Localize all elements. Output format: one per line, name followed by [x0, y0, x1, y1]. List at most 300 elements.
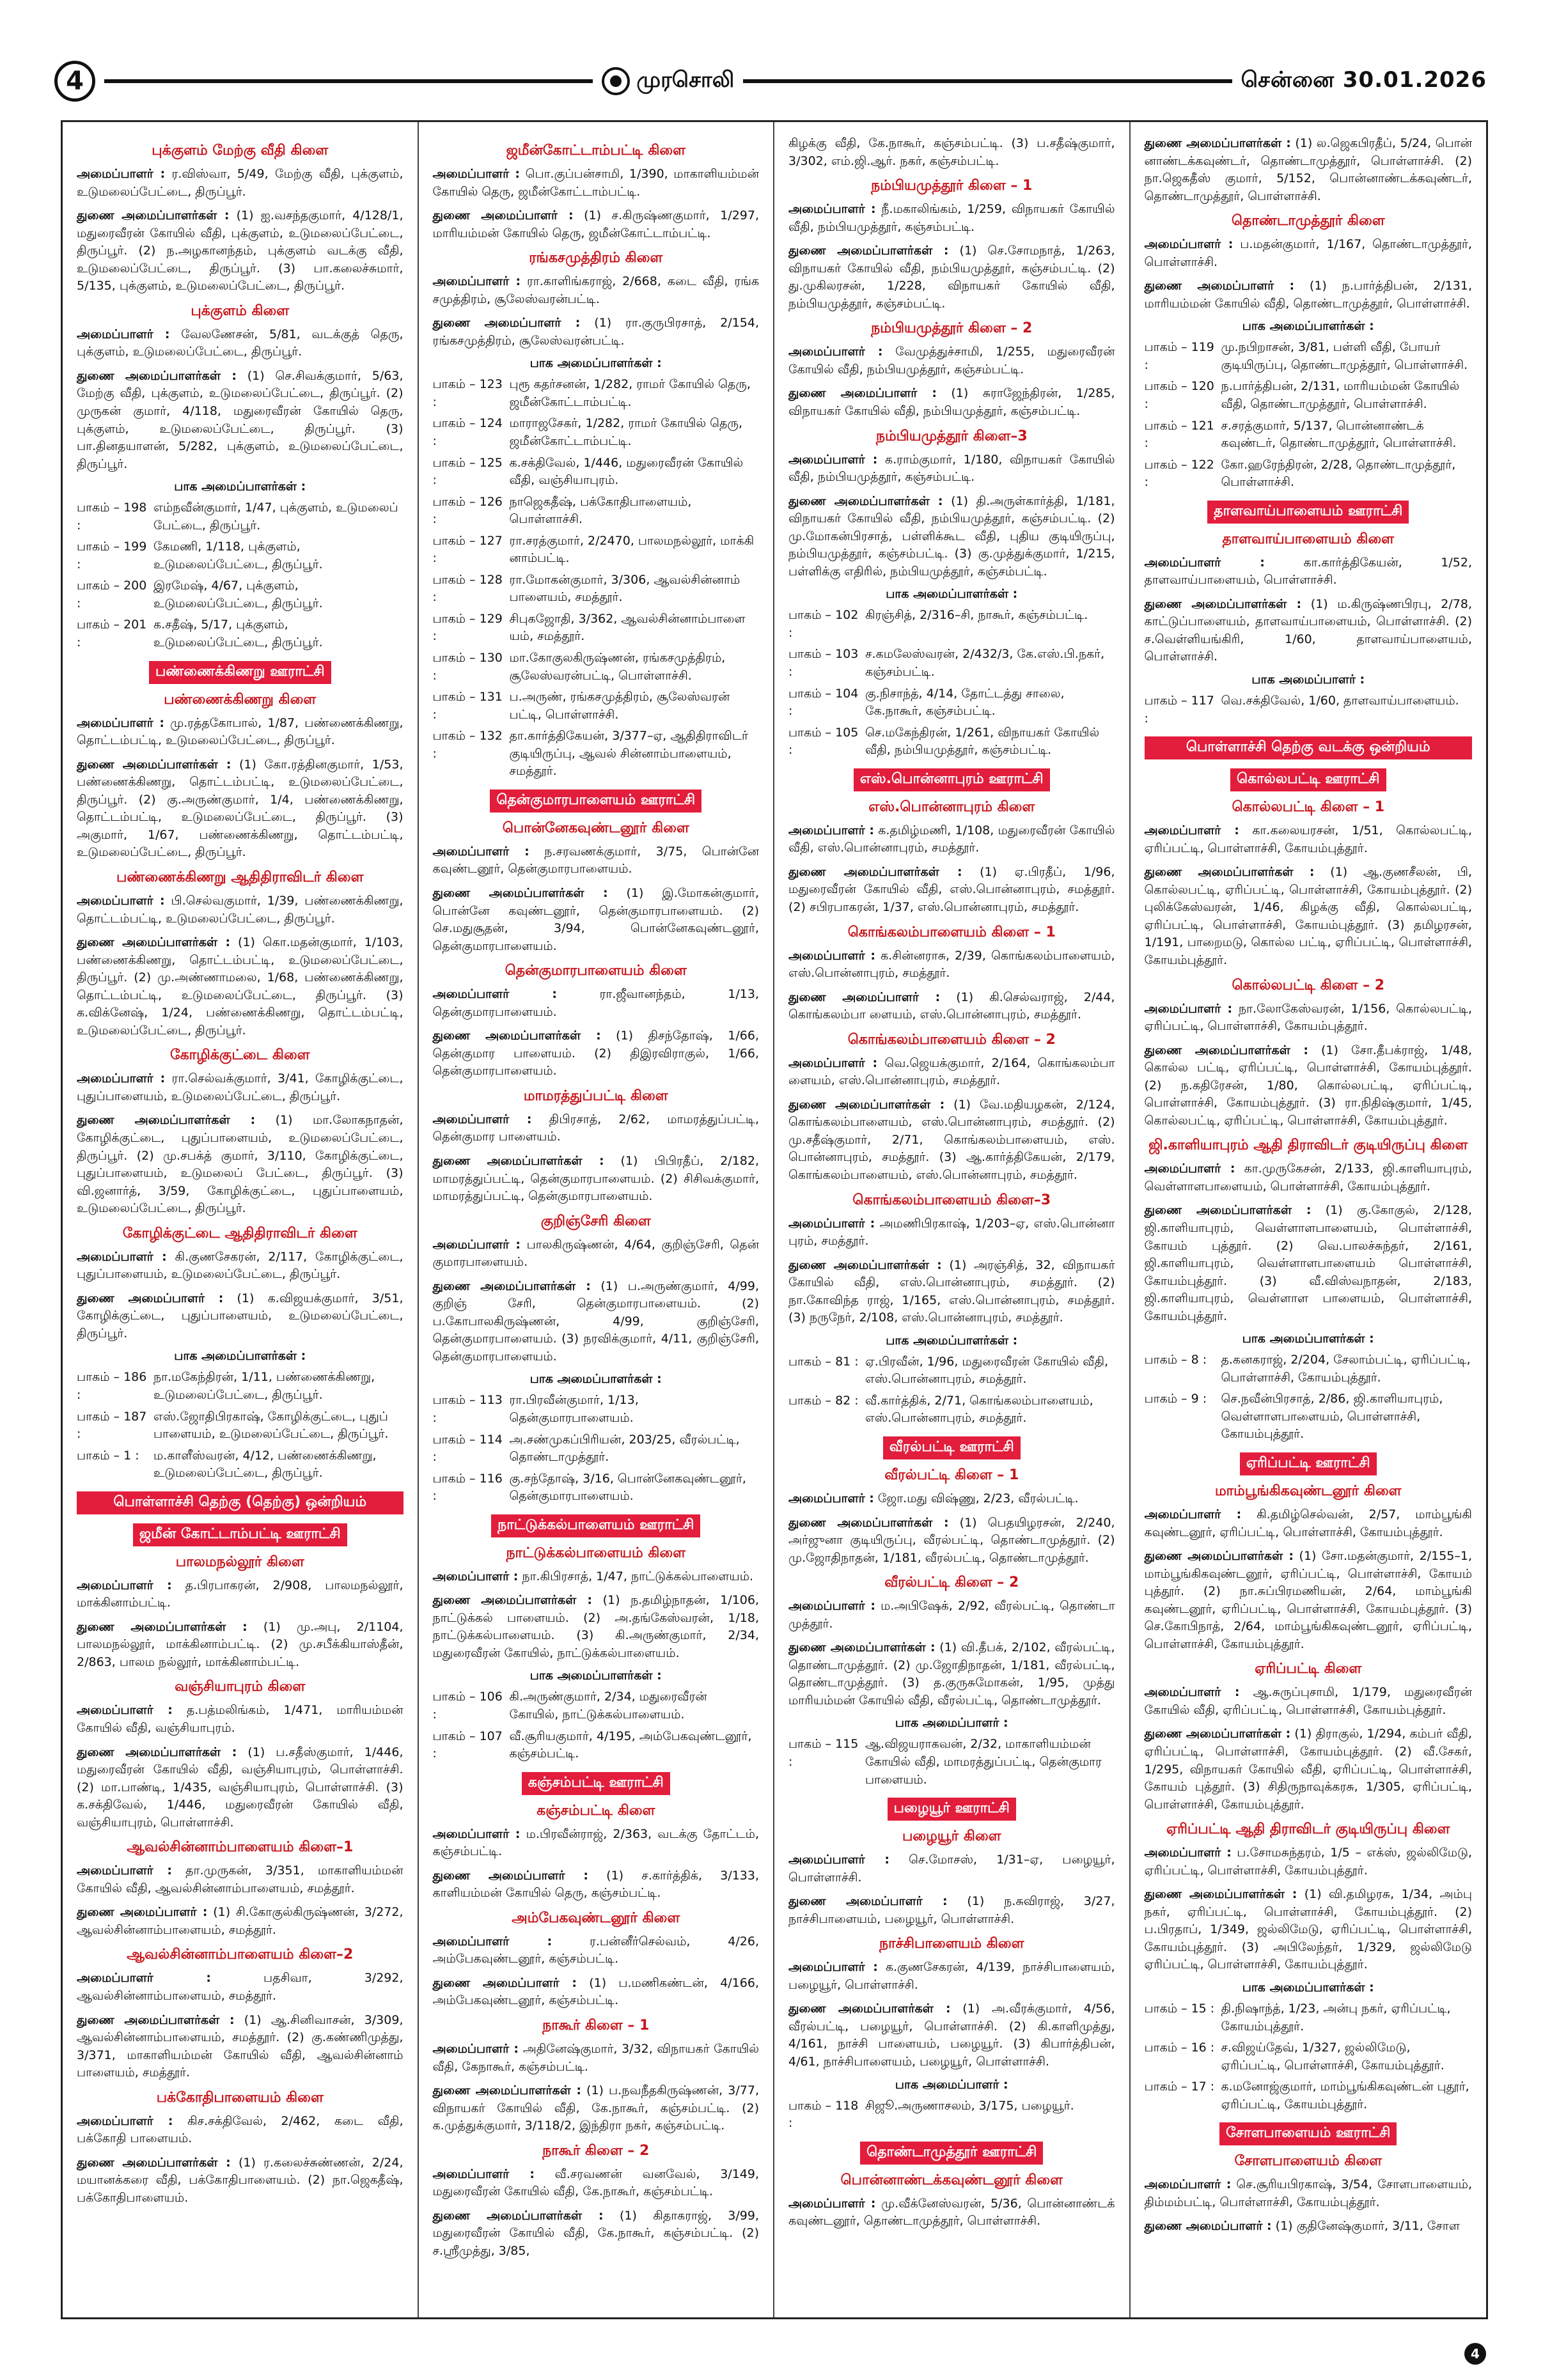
role-label: துணை அமைப்பாளர்கள் : [1144, 136, 1291, 150]
member-paragraph [433, 1568, 760, 1586]
section-subheading: பாக அமைப்பாளர்கள் : [174, 1349, 306, 1364]
booth-number: பாகம் – 126 : [432, 494, 503, 527]
booth-number: பாகம் – 121 : [1144, 418, 1214, 451]
role-label: துணை அமைப்பாளர்கள் : [1144, 1203, 1312, 1218]
role-label: அமைப்பாளர் : [788, 452, 878, 467]
role-label: அமைப்பாளர் : [77, 167, 166, 181]
booth-entry [433, 494, 760, 529]
booth-entry [1145, 339, 1473, 374]
member-details: (1) ப.நவநீதகிருஷ்ணன், 3/77, விநாயகர் கோயில் வீதி, கே.நாகூர், கஞ்சம்பட்டி. (2) க.முத்துக்குமார், 3/118/2, இந்திரா நகர், கஞ்சம்பட்டி. [432, 2083, 759, 2133]
booth-number: பாகம் – 119 : [1144, 340, 1214, 372]
member-paragraph [788, 1257, 1115, 1327]
member-paragraph [1145, 1844, 1473, 1879]
panchayat-heading: தொண்டாமுத்தூர் ஊராட்சி [860, 2142, 1043, 2165]
member-details: (1) ப.சதீஸ்குமார், 1/446, மதுரைவீரன் கோயில் வீதி, வஞ்சியாபுரம், பொள்ளாச்சி. (2) மா.பாண்டி, 1/435, வஞ்சியாபுரம், பொள்ளாச்சி. (3) க.சக்திவேல், 1/446, மதுரைவீரன் கோயில் வீதி, வஞ்சியாபுரம், பொள்ளாச்சி. [77, 1745, 403, 1830]
booth-number: பாகம் – 102 : [788, 608, 859, 640]
member-details: (1) ஏ.பிரதீப், 1/96, மதுரைவீரன் கோயில் வீதி, எஸ்.பொன்னாபுரம், சமத்தூர். (2) சபிரபாகரன், 1/37, எஸ்.பொன்னாபுரம், சமத்தூர். [788, 864, 1115, 914]
member-details: நீ.மகாலிங்கம், 1/259, விநாயகர் கோயில் வீதி, நம்பியமுத்தூர், கஞ்சம்பட்டி. [788, 202, 1115, 234]
booth-person: எம்நவீன்குமார், 1/47, புக்குளம், உடுமலைப் பேட்டை, திருப்பூர். [153, 501, 398, 533]
branch-heading: தென்குமாரபாளையம் கிளை [505, 963, 687, 979]
booth-entry [77, 577, 403, 612]
booth-entry [788, 1353, 1115, 1388]
booth-person: த.கனகராஜ், 2/204, சேலாம்பட்டி, ஏரிப்பட்டி, பொள்ளாச்சி, கோயம்புத்தூர். [1221, 1353, 1471, 1385]
member-details: ரா.செல்வக்குமார், 3/41, கோழிக்குட்டை, புதுப்பாளையம், உடுமலைப்பேட்டை, திருப்பூர். [77, 1071, 403, 1103]
section-subheading: பாக அமைப்பாளர்கள் : [174, 479, 306, 494]
role-label: அமைப்பாளர் : [432, 2042, 519, 2057]
role-label: அமைப்பாளர் : [77, 327, 170, 341]
role-label: அமைப்பாளர் : [77, 1578, 172, 1592]
role-label: துணை அமைப்பாளர்கள் : [77, 935, 231, 950]
masthead [54, 59, 1487, 104]
role-label: துணை அமைப்பாளர்கள் : [432, 2208, 604, 2223]
role-label: துணை அமைப்பாளர் : [432, 1975, 577, 1990]
branch-heading: கொங்கலம்பாளையம் கிளை – 2 [847, 1031, 1056, 1048]
member-details: பதசிவா, 3/292, ஆவல்சின்னாம்பாளையம், சமத்தூர். [77, 1971, 403, 2003]
member-details: (1) செ.சிவக்குமார், 5/63, மேற்கு வீதி, புக்குளம், உடுமலைப்பேட்டை, திருப்பூர். (2) முருகன் குமார், 4/118, மதுரைவீரன் கோயில் தெரு, புக்குளம், உடுமலைப்பேட்டை, திருப்பூர். (3) பா.தினதயாளன், 5/282, புக்குளம், உடுமலைப்பேட்டை, திருப்பூர். [77, 368, 403, 471]
member-details: (1) மு.அபு, 2/1104, பாலமநல்லூர், மாக்கினாம்பட்டி. (2) மு.சபீக்கியாஸ்தீன், 2/863, பாலம நல்லூர், மாக்கினாம்பட்டி. [77, 1619, 403, 1669]
member-details: தா.முருகன், 3/351, மாகாளியம்மன் கோயில் வீதி, ஆவல்சின்னாம்பாளையம், சமத்தூர். [77, 1863, 403, 1895]
edition-date: சென்னை 30.01.2026 [1241, 67, 1487, 93]
member-paragraph [77, 326, 403, 361]
booth-person: அ.சண்முகப்பிரியன், 203/25, வீரல்பட்டி, தொண்டாமுத்தூர். [509, 1432, 740, 1465]
member-paragraph [433, 273, 760, 308]
member-paragraph [433, 2041, 760, 2076]
role-label: துணை அமைப்பாளர்கள் : [77, 757, 231, 772]
role-label: அமைப்பாளர் : [788, 1853, 889, 1867]
member-paragraph [433, 1975, 760, 2010]
member-paragraph [788, 201, 1115, 236]
member-details: ந.சரவணக்குமார், 3/75, பொன்னே கவுண்டனூர், தென்குமாரபாளையம். [432, 844, 759, 876]
booth-person: கோ.ஹரேந்திரன், 2/28, தொண்டாமுத்தூர், பொள்ளாச்சி. [1221, 457, 1456, 490]
role-label: அமைப்பாளர் : [1144, 2177, 1232, 2192]
role-label: அமைப்பாளர் : [432, 1569, 519, 1583]
branch-heading: தொண்டாமுத்தூர் கிளை [1231, 213, 1385, 229]
member-details: (1) ரா.குருபிரசாத், 2/154, ரங்கசமுத்திரம், சூலேஸ்வரன்பட்டி. [432, 316, 759, 348]
member-paragraph [1145, 277, 1473, 313]
branch-heading: நாச்சிபாளையம் கிளை [879, 1936, 1024, 1952]
member-details: (1) ச.கிருஷ்ணகுமார், 1/297, மாரியம்மன் கோயில் தெரு, ஜமீன்கோட்டாம்பட்டி. [432, 208, 759, 240]
booth-person: செ.மகேந்திரன், 1/261, விநாயகர் கோயில் வீதி, நம்பியமுத்தூர், கஞ்சம்பட்டி. [865, 725, 1100, 758]
booth-number: பாகம் – 113 : [432, 1393, 503, 1425]
member-details: மு.ரத்தகோபால், 1/87, பண்ணைக்கிணறு, தொட்டம்பட்டி, உடுமலைப்பேட்டை, திருப்பூர். [77, 715, 403, 748]
member-paragraph [1145, 1886, 1473, 1974]
branch-heading: ஜி.காளியாபுரம் ஆதி திராவிடர் குடியிருப்பு கிளை [1148, 1137, 1468, 1154]
member-details: பி.செல்வகுமார், 1/39, பண்ணைக்கிணறு, தொட்டம்பட்டி, உடுமலைப்பேட்டை, திருப்பூர். [77, 893, 403, 926]
member-paragraph [77, 934, 403, 1039]
branch-heading: பண்ணைக்கிணறு ஆதிதிராவிடர் கிளை [116, 869, 364, 885]
header-rule-left [104, 79, 593, 83]
member-details: ரா.காளிங்கராஜ், 2/668, கடை வீதி, ரங்க சமுத்திரம், சூலேஸ்வரன்பட்டி. [432, 274, 759, 306]
booth-entry [77, 1447, 403, 1482]
member-paragraph [788, 451, 1115, 486]
branch-heading: அம்பேகவுண்டனூர் கிளை [512, 1909, 680, 1926]
member-paragraph [1145, 1160, 1473, 1195]
member-details: (1) அ.வீரக்குமார், 4/56, வீரல்பட்டி, பழையூர், பொள்ளாச்சி. (2) கி.காளிமுத்து, 4/161, நாச்சி பாளையம், பழையூர். (3) கிபார்த்திபன், 4/61, நாச்சிபாளையம், பழையூர், பொள்ளாச்சி. [788, 2002, 1115, 2069]
role-label: அமைப்பாளர் : [788, 1491, 874, 1505]
role-label: அமைப்பாளர் : [788, 823, 875, 837]
member-details: (1) ஆ.சினிவாசன், 3/309, ஆவல்சின்னாம்பாளையம், சமத்தூர். (2) கு.கண்ணிமுத்து, 3/371, மாகாளியம்மன் கோயில் வீதி, ஆவல்சின்னாம் பாளையம், சமத்தூர். [77, 2012, 403, 2080]
booth-entry [433, 533, 760, 568]
member-details: (1) கோ.ரத்தினகுமார், 1/53, பண்ணைக்கிணறு, தொட்டம்பட்டி, உடுமலைப்பேட்டை, திருப்பூர். (2) கு.அருண்குமார், 1/4, பண்ணைக்கிணறு, தொட்டம்பட்டி, உடுமலைப்பேட்டை, திருப்பூர். (3) அகுமார், 1/67, பண்ணைக்கிணறு, தொட்டம்பட்டி, உடுமலைப்பேட்டை, திருப்பூர். [77, 757, 403, 860]
booth-number: பாகம் – 104 : [788, 686, 859, 719]
booth-person: எஸ்.ஜோதிபிரகாஷ், கோழிக்குட்டை, புதுப் பாளையம், உடுமலைப்பேட்டை, திருப்பூர். [153, 1409, 389, 1442]
member-details: கா.கார்த்திகேயன், 1/52, தாளவாய்பாளையம், பொள்ளாச்சி. [1144, 555, 1472, 587]
footer-page-number: 4 [1464, 2343, 1486, 2365]
booth-entry [788, 2097, 1115, 2133]
booth-number: பாகம் – 200 : [77, 579, 147, 611]
member-paragraph [77, 2154, 403, 2207]
booth-number: பாகம் – 132 : [432, 729, 503, 761]
member-paragraph [1145, 1000, 1473, 1036]
booth-entry [1145, 417, 1473, 453]
member-details: கா.முருகேசன், 2/133, ஜி.காளியாபுரம், வெள்ளாளபாளையம், பொள்ளாச்சி, கோயம்புத்தூர். [1144, 1162, 1472, 1194]
role-label: துணை அமைப்பாளர்கள் : [77, 2155, 231, 2170]
member-paragraph [788, 135, 1115, 170]
member-details: பாலகிருஷ்ணன், 4/64, குறிஞ்சேரி, தென் குமாரபாளையம். [432, 1237, 760, 1270]
booth-person: நா.மகேந்திரன், 1/11, பண்ணைக்கிணறு, உடுமலைப்பேட்டை, திருப்பூர். [153, 1370, 375, 1402]
role-label: துணை அமைப்பாளர்கள் : [432, 2083, 581, 2098]
booth-entry [77, 1408, 403, 1443]
member-paragraph [77, 166, 403, 201]
member-paragraph [433, 315, 760, 350]
role-label: அமைப்பாளர் : [1144, 1001, 1233, 1016]
role-label: துணை அமைப்பாளர்கள் : [432, 1153, 604, 1168]
member-details: (1) அரஞ்சித், 32, விநாயகர் கோயில் வீதி, எஸ்.பொன்னாபுரம், சமத்தூர். (2) நா.கோவிந்த ராஜ், 1/165, எஸ்.பொன்னாபுரம், சமத்தூர். (3) நருநேர், 2/108, எஸ்.பொன்னாபுரம், சமத்தூர். [788, 1257, 1115, 1325]
branch-heading: வீரல்பட்டி கிளை – 2 [884, 1575, 1019, 1591]
member-paragraph [77, 1970, 403, 2005]
member-paragraph [77, 715, 403, 750]
role-label: அமைப்பாளர் : [77, 2113, 173, 2128]
role-label: துணை அமைப்பாளர்கள் : [77, 1619, 247, 1634]
member-details: ம.அபிஷேக், 2/92, வீரல்பட்டி, தொண்டா முத்தூர். [788, 1599, 1115, 1631]
role-label: அமைப்பாளர் : [77, 1863, 172, 1878]
booth-entry [433, 455, 760, 490]
member-paragraph [1145, 596, 1473, 666]
booth-entry [1145, 1390, 1473, 1443]
role-label: துணை அமைப்பாளர் : [1144, 279, 1295, 293]
member-paragraph [77, 2113, 403, 2148]
branch-heading: வீரல்பட்டி கிளை – 1 [884, 1466, 1019, 1483]
booth-number: பாகம் – 15 : [1144, 2002, 1215, 2016]
branch-heading: பொன்னேகவுண்டனூர் கிளை [502, 820, 689, 836]
booth-entry [788, 1736, 1115, 1789]
member-paragraph [1145, 554, 1473, 589]
newspaper-name: முரசொலி [636, 67, 735, 93]
booth-number: பாகம் – 199 : [77, 540, 147, 572]
header-rule-right [743, 79, 1232, 83]
member-details: ஆ.சுருப்புசாமி, 1/179, மதுரைவீரன் கோயில் வீதி, ஏரிப்பட்டி, பொள்ளாச்சி, கோயம்புத்தூர். [1144, 1685, 1472, 1717]
booth-person: ரா.பிரவீன்குமார், 1/13, தென்குமாரபாளையம். [509, 1393, 639, 1425]
member-paragraph [788, 343, 1115, 378]
booth-entry [1145, 456, 1473, 492]
member-paragraph [77, 368, 403, 473]
member-details: (1) ஆ.குணசீலன், பி, கொல்லபட்டி, ஏரிப்பட்டி, பொள்ளாச்சி, கோயம்புத்தூர். (2) புலிக்கேஸ்வரன், 1/46, கிழக்கு வீதி, கொல்லபட்டி, ஏரிப்பட்டி, பொள்ளாச்சி, கோயம்புத்தூர். (3) தமிழரசன், 1/191, பாறைமடு, கொல்ல பட்டி, ஏரிப்பட்டி, பொள்ளாச்சி, கோயம்புத்தூர். [1144, 865, 1472, 967]
role-label: துணை அமைப்பாளர்கள் : [432, 885, 608, 900]
role-label: துணை அமைப்பாளர்கள் : [1144, 1727, 1291, 1741]
member-paragraph [77, 207, 403, 295]
role-label: துணை அமைப்பாளர்கள் : [1144, 1887, 1297, 1902]
booth-number: பாகம் – 1 : [77, 1448, 139, 1463]
section-subheading: பாக அமைப்பாளர் : [1251, 673, 1365, 687]
role-label: அமைப்பாளர் : [432, 167, 521, 181]
booth-entry [1145, 2078, 1473, 2113]
booth-person: மு.நபிறாசன், 3/81, பள்ளி வீதி, போயர் குடியிருப்பு, தொண்டாமுத்தூர், பொள்ளாச்சி. [1221, 340, 1468, 372]
member-paragraph [788, 1215, 1115, 1250]
column-1 [63, 122, 419, 2317]
branch-heading: புக்குளம் மேற்கு வீதி கிளை [152, 143, 329, 159]
booth-person: கி.அருண்குமார், 2/34, மதுரைவீரன் கோயில், நாட்டுக்கல்பாளையம். [509, 1690, 707, 1722]
booth-number: பாகம் – 17 : [1144, 2080, 1215, 2094]
branch-heading: நம்பியமுத்தூர் கிளை – 2 [871, 320, 1033, 337]
branch-heading: பண்ணைக்கிணறு கிளை [164, 691, 317, 708]
branch-heading: ஜமீன்கோட்டாம்பட்டி கிளை [506, 143, 686, 159]
member-details: (1) செ.சோமநாத், 1/263, விநாயகர் கோயில் வீதி, நம்பியமுத்தூர், கஞ்சம்பட்டி. (2) து.முகிலரசன், 1/228, விநாயகர் கோயில் வீதி, நம்பியமுத்தூர், கஞ்சம்பட்டி. [788, 244, 1115, 311]
branch-heading: பாலமநல்லூர் கிளை [175, 1553, 304, 1570]
booth-entry [77, 1369, 403, 1404]
member-paragraph [788, 1096, 1115, 1185]
member-paragraph [788, 242, 1115, 313]
member-details: த.பத்மலிங்கம், 1/471, மாரியம்மன் கோயில் வீதி, வஞ்சியாபுரம். [77, 1703, 403, 1735]
member-paragraph [77, 1744, 403, 1832]
booth-entry [788, 724, 1115, 759]
booth-entry [433, 649, 760, 685]
booth-entry [788, 646, 1115, 681]
member-details: (1) ஐ.வசந்தகுமார், 4/128/1, மதுரைவீரன் கோயில் வீதி, புக்குளம், உடுமலைப்பேட்டை, திருப்பூர். (2) ந.அழகானந்தம், புக்குளம் வடக்கு வீதி, உடுமலைப்பேட்டை, திருப்பூர். (3) பா.கலைச்சுமார், 5/135, புக்குளம், உடுமலைப்பேட்டை, திருப்பூர். [77, 208, 403, 293]
booth-number: பாகம் – 103 : [788, 647, 859, 680]
role-label: அமைப்பாளர் : [432, 2166, 535, 2181]
member-paragraph [433, 1826, 760, 1861]
member-details: (1) ப.மணிகண்டன், 4/166, அம்பேகவுண்டனூர், கஞ்சம்பட்டி. [432, 1975, 759, 2008]
booth-number: பாகம் – 105 : [788, 725, 859, 758]
section-subheading: பாக அமைப்பாளர் : [895, 1716, 1008, 1731]
newspaper-logo [602, 67, 734, 95]
booth-number: பாகம் – 201 : [77, 618, 147, 650]
branch-heading: தாளவாய்பாளையம் கிளை [1222, 531, 1395, 547]
branch-heading: கஞ்சம்பட்டி கிளை [537, 1802, 655, 1819]
role-label: துணை அமைப்பாளர்கள் : [788, 1515, 949, 1530]
member-details: த.பிரபாகரன், 2/908, பாலமநல்லூர், மாக்கினாம்பட்டி. [77, 1578, 403, 1610]
member-paragraph [433, 1933, 760, 1968]
branch-heading: கொங்கலம்பாளையம் கிளை–3 [852, 1192, 1051, 1208]
booth-person: தி.நிஷாந்த், 1/23, அன்பு நகர், ஏரிப்பட்டி, கோயம்புத்தூர். [1221, 2002, 1451, 2034]
booth-entry [433, 1728, 760, 1763]
panchayat-heading: தாளவாய்பாளையம் ஊராட்சி [1207, 501, 1409, 524]
role-label: அமைப்பாளர் : [77, 1249, 167, 1264]
booth-person: கு.நிசாந்த், 4/14, தோட்டத்து சாலை, கே.நாகூர், கஞ்சம்பட்டி. [865, 686, 1065, 719]
member-paragraph [433, 2082, 760, 2135]
role-label: அமைப்பாளர் : [788, 948, 875, 963]
booth-number: பாகம் – 81 : [788, 1354, 859, 1369]
member-paragraph [1145, 2218, 1473, 2236]
booth-person: ஏ.பிரவீன், 1/96, மதுரைவீரன் கோயில் வீதி, எஸ்.பொன்னாபுரம், சமத்தூர். [865, 1354, 1109, 1387]
role-label: அமைப்பாளர் : [432, 1826, 521, 1841]
booth-number: பாகம் – 123 : [432, 377, 503, 409]
member-paragraph [77, 1904, 403, 1939]
role-label: துணை அமைப்பாளர்கள் : [788, 494, 943, 508]
booth-person: வீ.சூரியகுமார், 4/195, அம்பேகவுண்டனூர், கஞ்சம்பட்டி. [509, 1729, 752, 1761]
role-label: அமைப்பாளர் : [432, 1934, 552, 1948]
column-2 [419, 122, 775, 2317]
booth-person: சிபுகஜோதி, 3/362, ஆவல்சின்னாம்பாளை யம், சமத்தூர். [509, 611, 746, 644]
member-details: (1) கிதாகராஜ், 3/99, மதுரைவீரன் கோயில் வீதி, கே.நாகூர், கஞ்சம்பட்டி. (2) ச.ஸ்ரீமுத்து, 3/85, [432, 2208, 759, 2258]
booth-entry [433, 1392, 760, 1427]
branch-heading: பக்கோதிபாளையம் கிளை [156, 2089, 324, 2106]
booth-person: ஆ.விஜயராகவன், 2/32, மாகாளியம்மன் கோயில் வீதி, மாமரத்துப்பட்டி, தென்குமார பாளையம். [865, 1737, 1102, 1787]
role-label: துணை அமைப்பாளர்கள் : [788, 864, 962, 879]
booth-person: புரூ கதர்சனன், 1/282, ராமர் கோயில் தெரு, ஜமீன்கோட்டாம்பட்டி. [509, 377, 751, 409]
branch-heading: ரங்கசமுத்திரம் கிளை [529, 250, 663, 267]
member-paragraph [77, 1248, 403, 1284]
booth-entry [788, 685, 1115, 720]
member-paragraph [788, 493, 1115, 581]
booth-person: க.மனோஜ்குமார், மாம்பூங்கிகவுண்டன் புதூர், ஏரிப்பட்டி, கோயம்புத்தூர். [1221, 2080, 1469, 2112]
role-label: துணை அமைப்பாளர் : [432, 316, 581, 331]
member-details: க.ராம்குமார், 1/180, விநாயகர் கோயில் வீதி, நம்பியமுத்தூர், கஞ்சம்பட்டி. [788, 452, 1115, 485]
member-details: (1) இ.மோகன்குமார், பொன்னே கவுண்டனூர், தென்குமாரபாளையம். (2) செ.மதுசூதன், 3/94, பொன்னேகவுண்டனூர், தென்குமாரபாளையம். [432, 885, 759, 953]
section-subheading: பாக அமைப்பாளர்கள் : [1242, 1980, 1374, 1995]
column-3 [774, 122, 1131, 2317]
member-paragraph [433, 1592, 760, 1662]
member-details: (1) சோ.தீபக்ராஜ், 1/48, கொல்ல பட்டி, ஏரிப்பட்டி, பொள்ளாச்சி, கோயம்புத்தூர். (2) ந.கதிரேசன், 1/80, கொல்லபட்டி, ஏரிப்பட்டி, பொள்ளாச்சி, கோயம்புத்தூர். (3) ரா.நிதிஷ்குமார், 1/45, கொல்லபட்டி, ஏரிப்பட்டி, பொள்ளாச்சி, கோயம்புத்தூர். [1144, 1043, 1473, 1128]
role-label: துணை அமைப்பாளர்கள் : [432, 1029, 601, 1043]
member-details: (1) திராகுல், 1/294, கம்பர் வீதி, ஏரிப்பட்டி, பொள்ளாச்சி, கோயம்புத்தூர். (2) வீ.சேகர், 1/295, விநாயகர் கோயில் வீதி, ஏரிப்பட்டி, பொள்ளாச்சி, கோயம் புத்தூர். (3) சிதிருநாவுக்கரசு, 1/305, ஏரிப்பட்டி, பொள்ளாச்சி, கோயம்புத்தூர். [1144, 1727, 1472, 1812]
member-details: செ.மோசஸ், 1/31–ஏ, பழையூர், பொள்ளாச்சி. [788, 1853, 1115, 1885]
member-paragraph [433, 1278, 760, 1366]
section-subheading: பாக அமைப்பாளர்கள் : [886, 1333, 1018, 1348]
panchayat-heading: வீரல்பட்டி ஊராட்சி [883, 1436, 1021, 1459]
role-label: துணை அமைப்பாளர்கள் : [1144, 596, 1302, 611]
booth-person: க.சதீஷ், 5/17, புக்குளம், உடுமலைப்பேட்டை, திருப்பூர். [153, 618, 323, 650]
role-label: அமைப்பாளர் : [788, 1055, 878, 1070]
member-details: வேமுத்துச்சாமி, 1/255, மதுரைவீரன் கோயில் வீதி, நம்பியமுத்தூர், கஞ்சம்பட்டி. [788, 345, 1115, 377]
member-details: கி.குணசேகரன், 2/117, கோழிக்குட்டை, புதுப்பாளையம், உடுமலைப்பேட்டை, திருப்பூர். [77, 1249, 403, 1282]
member-paragraph [788, 2195, 1115, 2230]
member-paragraph [77, 1702, 403, 1737]
booth-number: பாகம் – 127 : [432, 533, 503, 566]
role-label: துணை அமைப்பாளர் : [788, 1894, 948, 1909]
branch-heading: ஆவல்சின்னாம்பாளையம் கிளை–1 [127, 1839, 354, 1856]
member-details: (1) ந.பார்த்திபன், 2/131, மாரியம்மன் கோயில் வீதி, தொண்டாமுத்தூர், பொள்ளாச்சி. [1144, 279, 1472, 311]
booth-number: பாகம் – 107 : [432, 1729, 503, 1761]
member-details: (1) ச.கார்த்திக், 3/133, காளியம்மன் கோயில் தெரு, கஞ்சம்பட்டி. [432, 1868, 760, 1901]
member-paragraph [77, 892, 403, 928]
booth-number: பாகம் – 130 : [432, 651, 503, 683]
member-paragraph [77, 2012, 403, 2082]
role-label: துணை அமைப்பாளர்கள் : [432, 1279, 591, 1293]
booth-number: பாகம் – 187 : [77, 1409, 147, 1442]
booth-number: பாகம் – 106 : [432, 1690, 503, 1722]
booth-number: பாகம் – 186 : [77, 1370, 147, 1402]
booth-entry [77, 499, 403, 534]
booth-entry [433, 688, 760, 724]
member-paragraph [788, 989, 1115, 1024]
member-details: வீ.சரவணன் வனவேல், 3/149, மதுரைவீரன் கோயில் வீதி, கே.நாகூர், கஞ்சம்பட்டி. [432, 2166, 760, 2199]
panchayat-heading: கஞ்சம்பட்டி ஊராட்சி [522, 1772, 670, 1795]
branch-heading: நம்பியமுத்தூர் கிளை–3 [875, 428, 1028, 444]
member-details: வேலணேசன், 5/81, வடக்குத் தெரு, புக்குளம், உடுமலைப்பேட்டை, திருப்பூர். [77, 327, 403, 359]
member-paragraph [1145, 1548, 1473, 1653]
member-paragraph [433, 843, 760, 878]
member-details: (1) மா.லோகநாதன், கோழிக்குட்டை, புதுப்பாளையம், உடுமலைப்பேட்டை, திருப்பூர். (2) மு.சபக்த் குமார், 3/110, கோழிக்குட்டை, புதுப்பாளையம், உடுமலைப் பேட்டை, திருப்பூர். (3) வி.ஜனார்த், 3/59, கோழிக்குட்டை, புதுப்பாளையம், உடுமலைப்பேட்டை, திருப்பூர். [77, 1113, 403, 1216]
branch-heading: நாட்டுக்கல்பாளையம் கிளை [506, 1544, 686, 1561]
role-label: அமைப்பாளர் : [77, 715, 164, 730]
branch-heading: நாகூர் கிளை – 2 [542, 2142, 650, 2159]
member-details: (1) வே.மதியழகன், 2/124, கொங்கலம்பாளையம், எஸ்.பொன்னாபுரம், சமத்தூர். (2) மு.சதீஷ்குமார், 2/71, கொங்கலம்பாளையம், எஸ். பொன்னாபுரம், சமத்தூர். (3) ஆ.கார்த்திகேயன், 2/179, கொங்கலம்பாளையம், எஸ்.பொன்னாபுரம், சமத்தூர். [788, 1097, 1115, 1182]
branch-heading: கொங்கலம்பாளையம் கிளை – 1 [847, 924, 1056, 940]
role-label: அமைப்பாளர் : [77, 1971, 211, 1986]
booth-person: கு.சந்தோஷ், 3/16, பொன்னேகவுண்டனூர், தென்குமாரபாளையம். [509, 1471, 746, 1504]
member-paragraph [77, 1290, 403, 1343]
member-paragraph [788, 1639, 1115, 1709]
branch-heading: சோளபாளையம் கிளை [1234, 2153, 1382, 2170]
member-details: நா.கிபிரசாத், 1/47, நாட்டுக்கல்பாளையம். [518, 1569, 754, 1583]
member-details: (1) சுராஜேந்திரன், 1/285, விநாயகர் கோயில் வீதி, நம்பியமுத்தூர், கஞ்சம்பட்டி. [788, 386, 1115, 419]
member-paragraph [788, 1851, 1115, 1886]
booth-entry [788, 1392, 1115, 1427]
branch-heading: கொல்லபட்டி கிளை – 1 [1232, 799, 1385, 816]
member-details: கா.கலையரசன், 1/51, கொல்லபட்டி, ஏரிப்பட்டி, பொள்ளாச்சி, கோயம்புத்தூர். [1144, 823, 1472, 855]
member-paragraph [433, 2166, 760, 2201]
role-label: அமைப்பாளர் : [432, 1237, 521, 1252]
member-paragraph [788, 1959, 1115, 1994]
booth-number: பாகம் – 128 : [432, 572, 503, 605]
booth-person: நாஜெகதீஷ், பக்கோதிபாளையம், பொள்ளாச்சி. [509, 494, 692, 527]
member-details: (1) சோ.மதன்குமார், 2/155–1, மாம்பூங்கிகவுண்டனூர், ஏரிப்பட்டி, பொள்ளாச்சி, கோயம் புத்தூர். (2) நா.சுப்பிரமணியன், 2/64, மாம்பூங்கி கவுண்டனூர், ஏரிப்பட்டி, பொள்ளாச்சி, கோயம்புத்தூர். (3) செ.கோபிநாத், 2/64, மாம்பூங்கிகவுண்டனூர், ஏரிப்பட்டி, பொள்ளாச்சி, கோயம்புத்தூர். [1144, 1549, 1473, 1651]
column-4 [1131, 122, 1487, 2317]
role-label: அமைப்பாளர் : [788, 1216, 875, 1231]
role-label: துணை அமைப்பாளர்கள் : [432, 1593, 592, 1608]
role-label: துணை அமைப்பாளர்கள் : [788, 1097, 945, 1112]
role-label: துணை அமைப்பாளர் : [1144, 2219, 1272, 2234]
role-label: அமைப்பாளர் : [432, 844, 529, 859]
member-paragraph [788, 1893, 1115, 1928]
member-details: (1) ர.கலைச்சுண்ணன், 2/24, மயானக்கரை வீதி, பக்கோதிபாளையம். (2) நா.ஜெகதீஷ், பக்கோதிபாளையம். [77, 2155, 403, 2205]
booth-person: ச.சரத்குமார், 5/137, பொன்னாண்டக் கவுண்டர், தொண்டாமுத்தூர், பொள்ளாச்சி. [1221, 418, 1457, 451]
booth-number: பாகம் – 82 : [788, 1393, 859, 1408]
branch-heading: பழையூர் கிளை [902, 1828, 1001, 1845]
member-details: மு.வீக்னேஸ்வரன், 5/36, பொன்னாண்டக் கவுண்டனூர், தொண்டாமுத்தூர், பொள்ளாச்சி. [788, 2196, 1115, 2228]
member-details: (1) கு.கோகுல், 2/128, ஜி.காளியாபுரம், வெள்ளாளபாளையம், பொள்ளாச்சி, கோயம் புத்தூர். (2) வெ.பாலச்சுந்தர், 2/161, ஜி.காளியாபுரம், வெள்ளாளபாளையம் பொள்ளாச்சி, கோயம்புத்தூர். (3) வீ.விஸ்வநாதன், 2/183, ஜி.காளியாபுரம், வெள்ளாள பாளையம், பொள்ளாச்சி, கோயம்புத்தூர். [1144, 1203, 1472, 1323]
role-label: துணை அமைப்பாளர் : [77, 1291, 224, 1305]
booth-person: ந.பார்த்திபன், 2/131, மாரியம்மன் கோயில் வீதி, தொண்டாமுத்தூர், பொள்ளாச்சி. [1221, 379, 1460, 412]
branch-heading: மாமரத்துப்பட்டி கிளை [523, 1087, 668, 1104]
member-paragraph [1145, 1042, 1473, 1130]
panchayat-heading: பண்ணைக்கிணறு ஊராட்சி [149, 661, 331, 684]
booth-number: பாகம் – 124 : [432, 416, 503, 449]
member-details: பொ.குப்பன்சாமி, 1/390, மாகாளியம்மன் கோயில் தெரு, ஜமீன்கோட்டாம்பட்டி. [432, 167, 759, 199]
booth-person: இரமேஷ், 4/67, புக்குளம், உடுமலைப்பேட்டை, திருப்பூர். [153, 579, 323, 611]
role-label: அமைப்பாளர் : [1144, 1846, 1232, 1860]
booth-entry [433, 727, 760, 781]
booth-entry [1145, 378, 1473, 413]
role-label: அமைப்பாளர் : [788, 2196, 876, 2211]
booth-person: செ.நவீன்பிரசாத், 2/86, ஜி.காளியாபுரம், வெள்ளாளபாளையம், பொள்ளாச்சி, கோயம்புத்தூர். [1221, 1392, 1443, 1442]
booth-person: க.சக்திவேல், 1/446, மதுரைவீரன் கோயில் வீதி, வஞ்சியாபுரம். [509, 455, 744, 488]
role-label: துணை அமைப்பாளர்கள் : [77, 208, 230, 223]
member-paragraph [1145, 135, 1473, 205]
member-paragraph [788, 864, 1115, 917]
booth-number: பாகம் – 114 : [432, 1432, 503, 1465]
role-label: துணை அமைப்பாளர்கள் : [788, 2002, 951, 2016]
member-paragraph [788, 1055, 1115, 1090]
panchayat-heading: பழையூர் ஊராட்சி [888, 1798, 1016, 1821]
booth-person: கேமணி, 1/118, புக்குளம், உடுமலைப்பேட்டை, திருப்பூர். [153, 540, 323, 572]
branch-heading: பொன்னாண்டக்கவுண்டனூர் கிளை [840, 2172, 1063, 2188]
booth-entry [433, 611, 760, 646]
booth-person: வீ.கார்த்திக், 2/71, கொங்கலம்பாளையம், எஸ்.பொன்னாபுரம், சமத்தூர். [865, 1393, 1093, 1426]
page-number-badge: 4 [54, 61, 95, 102]
branch-heading: எஸ்.பொன்னாபுரம் கிளை [868, 798, 1035, 815]
